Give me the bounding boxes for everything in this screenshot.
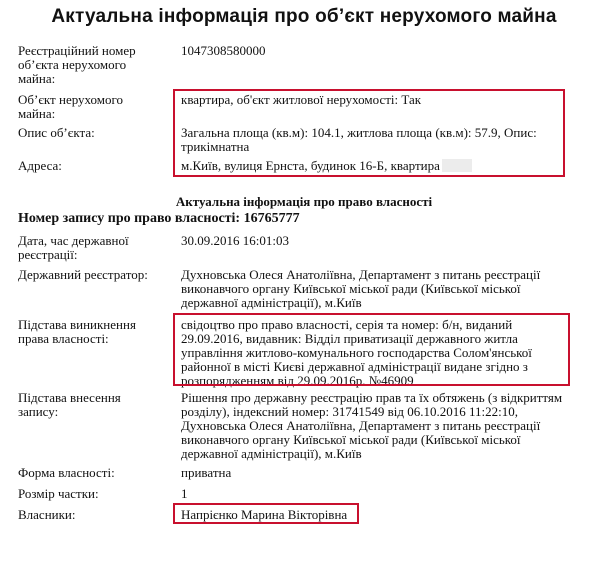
description-value: Загальна площа (кв.м): 104.1, житлова площа (кв.м): 57.9, Опис: трикімнатна: [181, 125, 537, 154]
entry-basis-label: Підстава внесення запису:: [18, 390, 121, 419]
ownership-record-title: Номер запису про право власності: 16765777: [18, 211, 300, 226]
object-value: квартира, об'єкт житлової нерухомості: Так: [181, 92, 422, 107]
reg-number-label: Реєстраційний номер об’єкта нерухомого майна:: [18, 43, 136, 86]
ownership-form-value: приватна: [181, 465, 232, 480]
description-label: Опис об’єкта:: [18, 125, 95, 140]
share-size-value: 1: [181, 486, 188, 501]
registrar-label: Державний реєстратор:: [18, 267, 148, 282]
registration-date-value: 30.09.2016 16:01:03: [181, 233, 289, 248]
ownership-form-label: Форма власності:: [18, 465, 115, 480]
owners-label: Власники:: [18, 507, 76, 522]
reg-number-value: 1047308580000: [181, 43, 266, 58]
address-value-wrap: [181, 159, 571, 173]
registrar-value: Духновська Олеся Анатоліївна, Департамент з питань реєстрації виконавчого органу Київської міської ради (Київської міської державної адміністрації), м.Київ: [181, 267, 541, 310]
object-label: Об’єкт нерухомого майна:: [18, 92, 124, 121]
ownership-basis-label: Підстава виникнення права власності:: [18, 317, 136, 346]
share-size-label: Розмір частки:: [18, 486, 99, 501]
registration-date-label: Дата, час державної реєстрації:: [18, 233, 129, 262]
entry-basis-value: Рішення про державну реєстрацію прав та їх обтяжень (з відкриттям розділу), індексний номер: 31741549 від 06.10.2016 11:22:10, Духновська Олеся Анатоліївна, Департамент з питань реєстрації виконавчого органу Київської міської ради (Київської міської державної адміністрації), м.Київ: [181, 390, 563, 461]
address-label: Адреса:: [18, 158, 62, 173]
page-title: Актуальна інформація про об’єкт нерухомого майна: [51, 6, 557, 27]
owners-value: Напрієнко Марина Вікторівна: [181, 507, 348, 522]
ownership-section-title: Актуальна інформація про право власності: [175, 194, 433, 209]
address-value: м.Київ, вулиця Ернста, будинок 16-Б, квартира: [181, 158, 440, 173]
ownership-basis-value: свідоцтво про право власності, серія та номер: б/н, виданий 29.09.2016, видавник: Відділ приватизації державного житла управління житлово-комунального господарства Солом'янської районної в місті Києві державної адміністрації видане згідно з розпорядженням від 29.09.2016р. №46909: [181, 317, 532, 388]
redacted-apartment-number: [442, 159, 472, 172]
